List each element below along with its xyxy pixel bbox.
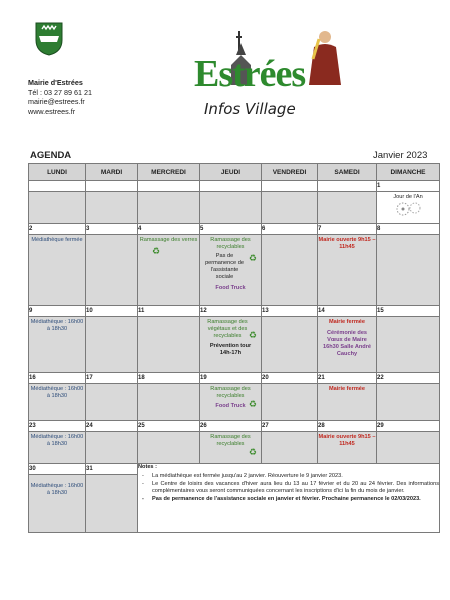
day-number: 13 bbox=[262, 306, 318, 317]
day-number: 26 bbox=[200, 421, 262, 432]
day-number: 4 bbox=[138, 224, 200, 235]
day-number: 17 bbox=[86, 373, 138, 384]
day-number: 11 bbox=[138, 306, 200, 317]
note-item: - Pas de permanence de l'assistance sociale en janvier et février. Prochaine permanence le 02/03/2023. bbox=[152, 496, 439, 503]
mairie-website[interactable]: www.estrees.fr bbox=[28, 106, 76, 116]
day-cell bbox=[262, 384, 318, 421]
mairie-email[interactable]: mairie@estrees.fr bbox=[28, 97, 85, 107]
day-cell bbox=[29, 475, 86, 533]
fireworks-icon bbox=[391, 201, 425, 217]
day-number: 18 bbox=[138, 373, 200, 384]
day-cell bbox=[377, 384, 440, 421]
event-text: Médiathèque : 16h00 à 18h30 bbox=[30, 483, 84, 496]
event-text: Food Truck bbox=[215, 403, 246, 409]
event-text: Pas de permanence de l'assistante sociale bbox=[205, 253, 244, 280]
day-number bbox=[318, 181, 377, 192]
event-text: Médiathèque : 16h00 à 18h30 bbox=[30, 386, 84, 399]
note-item: - Le Centre de loisirs des vacances d'hiver aura lieu du 13 au 17 février et du 20 au 24 février. Des informations complémentaires vous seront communiquées concernant les inscriptions d'ici la fin du mois de janvier. bbox=[152, 481, 439, 495]
event-text: Médiathèque : 16h00 à 18h30 bbox=[30, 319, 84, 332]
day-cell bbox=[318, 384, 377, 421]
day-cell bbox=[377, 317, 440, 373]
day-number: 12 bbox=[200, 306, 262, 317]
day-cell bbox=[138, 432, 200, 464]
recycle-icon: ♻ bbox=[248, 447, 257, 457]
day-cell bbox=[377, 432, 440, 464]
agenda-month: Janvier 2023 bbox=[373, 150, 428, 161]
day-number: 14 bbox=[318, 306, 377, 317]
recycle-icon: ♻ bbox=[152, 246, 161, 256]
day-cell bbox=[29, 192, 86, 224]
day-cell bbox=[138, 235, 200, 306]
event-text: Mairie ouverte 9h15 – 11h45 bbox=[318, 237, 376, 250]
day-cell bbox=[318, 235, 377, 306]
mairie-phone: Tél : 03 27 89 61 21 bbox=[28, 87, 92, 97]
day-number: 10 bbox=[86, 306, 138, 317]
day-cell bbox=[138, 317, 200, 373]
day-number: 2 bbox=[29, 224, 86, 235]
day-number bbox=[86, 181, 138, 192]
village-crest-icon bbox=[35, 22, 63, 56]
day-cell bbox=[29, 384, 86, 421]
day-number: 16 bbox=[29, 373, 86, 384]
day-cell bbox=[262, 317, 318, 373]
weekday-header: JEUDI bbox=[200, 164, 262, 181]
day-number: 5 bbox=[200, 224, 262, 235]
day-cell bbox=[200, 432, 262, 464]
day-cell bbox=[200, 192, 262, 224]
day-number: 27 bbox=[262, 421, 318, 432]
day-cell bbox=[86, 475, 138, 533]
event-text: Cérémonie des Vœux de Maire 16h30 Salle André Cauchy bbox=[323, 330, 371, 357]
day-cell bbox=[262, 235, 318, 306]
notes-box bbox=[138, 464, 440, 533]
notes-title: Notes : bbox=[138, 464, 157, 470]
day-cell bbox=[86, 432, 138, 464]
event-text: Prévention tour 14h-17h bbox=[209, 343, 252, 356]
weekday-header: LUNDI bbox=[29, 164, 86, 181]
day-cell bbox=[138, 384, 200, 421]
event-text: Food Truck bbox=[215, 285, 246, 291]
day-cell bbox=[86, 317, 138, 373]
event-text: Médiathèque : 16h00 à 18h30 bbox=[30, 434, 84, 447]
day-number: 8 bbox=[377, 224, 440, 235]
event-text: Ramassage des végétaux et des recyclables bbox=[207, 319, 248, 339]
calendar-grid bbox=[28, 163, 440, 533]
recycle-icon: ♻ bbox=[248, 330, 257, 340]
day-cell bbox=[318, 192, 377, 224]
day-cell bbox=[262, 432, 318, 464]
day-number: 24 bbox=[86, 421, 138, 432]
day-number: 19 bbox=[200, 373, 262, 384]
day-cell bbox=[200, 317, 262, 373]
event-text: Médiathèque fermée bbox=[31, 237, 83, 243]
weekday-header-row bbox=[29, 164, 440, 181]
day-number: 9 bbox=[29, 306, 86, 317]
weekday-header: MARDI bbox=[86, 164, 138, 181]
day-number: 7 bbox=[318, 224, 377, 235]
event-text: Ramassage des recyclables bbox=[210, 386, 251, 399]
day-number: 6 bbox=[262, 224, 318, 235]
day-cell bbox=[29, 432, 86, 464]
event-text: Ramassage des recyclables bbox=[210, 237, 251, 250]
weekday-header: DIMANCHE bbox=[377, 164, 440, 181]
day-cell bbox=[29, 317, 86, 373]
weekday-header: SAMEDI bbox=[318, 164, 377, 181]
day-number: 30 bbox=[29, 464, 86, 475]
event-text: Ramassage des verres bbox=[139, 237, 198, 243]
day-number bbox=[262, 181, 318, 192]
day-cell bbox=[86, 384, 138, 421]
day-cell bbox=[200, 235, 262, 306]
contact-block bbox=[28, 78, 92, 116]
day-number bbox=[200, 181, 262, 192]
day-cell bbox=[138, 192, 200, 224]
weekday-header: MERCREDI bbox=[138, 164, 200, 181]
recycle-icon: ♻ bbox=[248, 253, 257, 263]
day-number: 20 bbox=[262, 373, 318, 384]
day-number bbox=[29, 181, 86, 192]
notes-list bbox=[138, 473, 439, 503]
day-number bbox=[138, 181, 200, 192]
day-cell bbox=[200, 384, 262, 421]
event-text: Jour de l'An bbox=[393, 194, 423, 200]
day-number: 1 bbox=[377, 181, 440, 192]
day-cell bbox=[318, 432, 377, 464]
day-number: 21 bbox=[318, 373, 377, 384]
day-number: 29 bbox=[377, 421, 440, 432]
day-cell bbox=[377, 192, 440, 224]
day-number: 15 bbox=[377, 306, 440, 317]
agenda-title: AGENDA bbox=[30, 150, 72, 161]
weekday-header: VENDREDI bbox=[262, 164, 318, 181]
recycle-icon: ♻ bbox=[248, 399, 257, 409]
mairie-name: Mairie d'Estrées bbox=[28, 78, 83, 87]
day-cell bbox=[262, 192, 318, 224]
day-cell bbox=[318, 317, 377, 373]
day-cell bbox=[86, 235, 138, 306]
day-number: 22 bbox=[377, 373, 440, 384]
logo-subtitle: Infos Village bbox=[204, 100, 296, 118]
note-item: - La médiathèque est fermée jusqu'au 2 janvier. Réouverture le 9 janvier 2023. bbox=[152, 473, 439, 480]
day-number: 31 bbox=[86, 464, 138, 475]
event-text: Mairie fermée bbox=[328, 386, 366, 392]
day-number: 3 bbox=[86, 224, 138, 235]
day-number: 28 bbox=[318, 421, 377, 432]
day-cell bbox=[29, 235, 86, 306]
event-text: Mairie fermée bbox=[328, 319, 366, 325]
logo-title: Estrées bbox=[194, 53, 306, 95]
day-cell bbox=[86, 192, 138, 224]
day-number: 23 bbox=[29, 421, 86, 432]
day-number: 25 bbox=[138, 421, 200, 432]
event-text: Ramassage des recyclables bbox=[210, 434, 251, 447]
day-cell bbox=[377, 235, 440, 306]
event-text: Mairie ouverte 9h15 – 11h45 bbox=[318, 434, 376, 447]
